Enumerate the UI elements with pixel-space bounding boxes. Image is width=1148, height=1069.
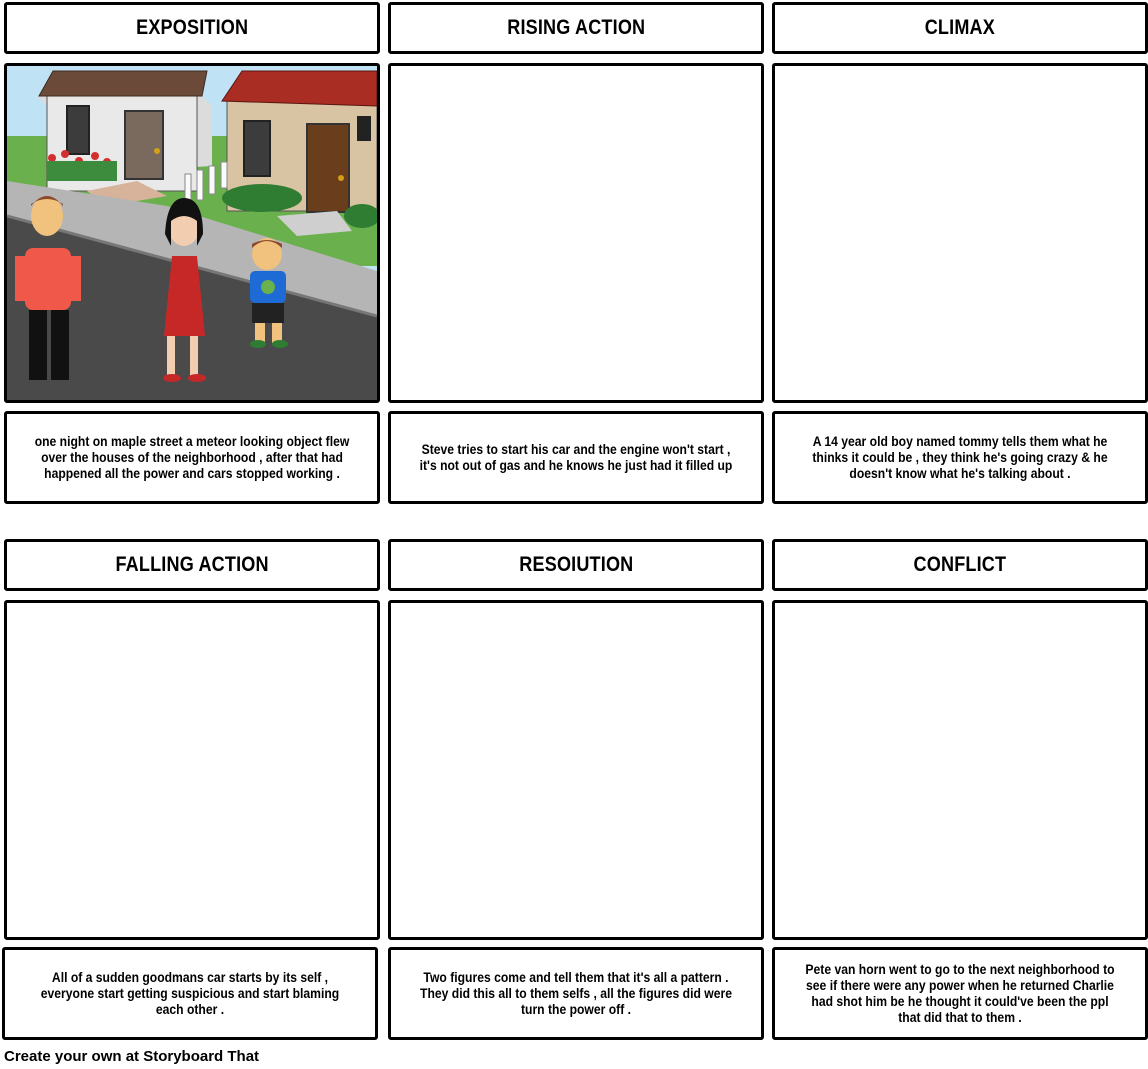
panel-4-caption-box xyxy=(2,947,378,1040)
panel-5-caption: Two figures come and tell them that it's all a pattern . They did this all to them selfs , all the figures did were turn the power off . xyxy=(420,969,732,1017)
panel-1-scene xyxy=(4,63,380,403)
panel-5-caption-box xyxy=(388,947,764,1040)
panel-2-scene xyxy=(388,63,764,403)
panel-1-title-box xyxy=(4,2,380,54)
panel-6-title-box xyxy=(772,539,1148,591)
neighborhood-scene-illustration xyxy=(7,66,377,400)
panel-3-caption-box xyxy=(772,411,1148,504)
storyboard-footer-link[interactable]: Create your own at Storyboard That xyxy=(4,1048,260,1065)
panel-2-caption: Steve tries to start his car and the engine won't start , it's not out of gas and he knows he just had it filled up xyxy=(419,441,733,473)
panel-2-caption-box xyxy=(388,411,764,504)
panel-3-caption: A 14 year old boy named tommy tells them what he thinks it could be , they think he's going crazy & he doesn't know what he's talking about . xyxy=(812,433,1108,481)
panel-4-scene xyxy=(4,600,380,940)
panel-6-title: CONFLICT xyxy=(913,553,1007,576)
panel-1-title: EXPOSITION xyxy=(135,16,249,39)
panel-4-caption: All of a sudden goodmans car starts by its self , everyone start getting suspicious and start blaming each other . xyxy=(40,969,340,1017)
panel-3-scene xyxy=(772,63,1148,403)
panel-1-caption-box xyxy=(4,411,380,504)
panel-2-title-box xyxy=(388,2,764,54)
panel-6-caption-box xyxy=(772,947,1148,1040)
panel-6-caption: Pete van horn went to go to the next neighborhood to see if there were any power when he returned Charlie had shot him be he thought it could've been the ppl that did that to them . xyxy=(805,961,1115,1025)
panel-5-title: RESOIUTION xyxy=(518,553,634,576)
panel-3-title: CLIMAX xyxy=(924,16,996,39)
panel-6-scene xyxy=(772,600,1148,940)
panel-2-title: RISING ACTION xyxy=(506,16,646,39)
panel-5-title-box xyxy=(388,539,764,591)
panel-4-title-box xyxy=(4,539,380,591)
panel-3-title-box xyxy=(772,2,1148,54)
panel-1-caption: one night on maple street a meteor looking object flew over the houses of the neighborhood , after that had happened all the power and cars stopped working . xyxy=(34,433,350,481)
panel-4-title: FALLING ACTION xyxy=(115,553,269,576)
panel-5-scene xyxy=(388,600,764,940)
